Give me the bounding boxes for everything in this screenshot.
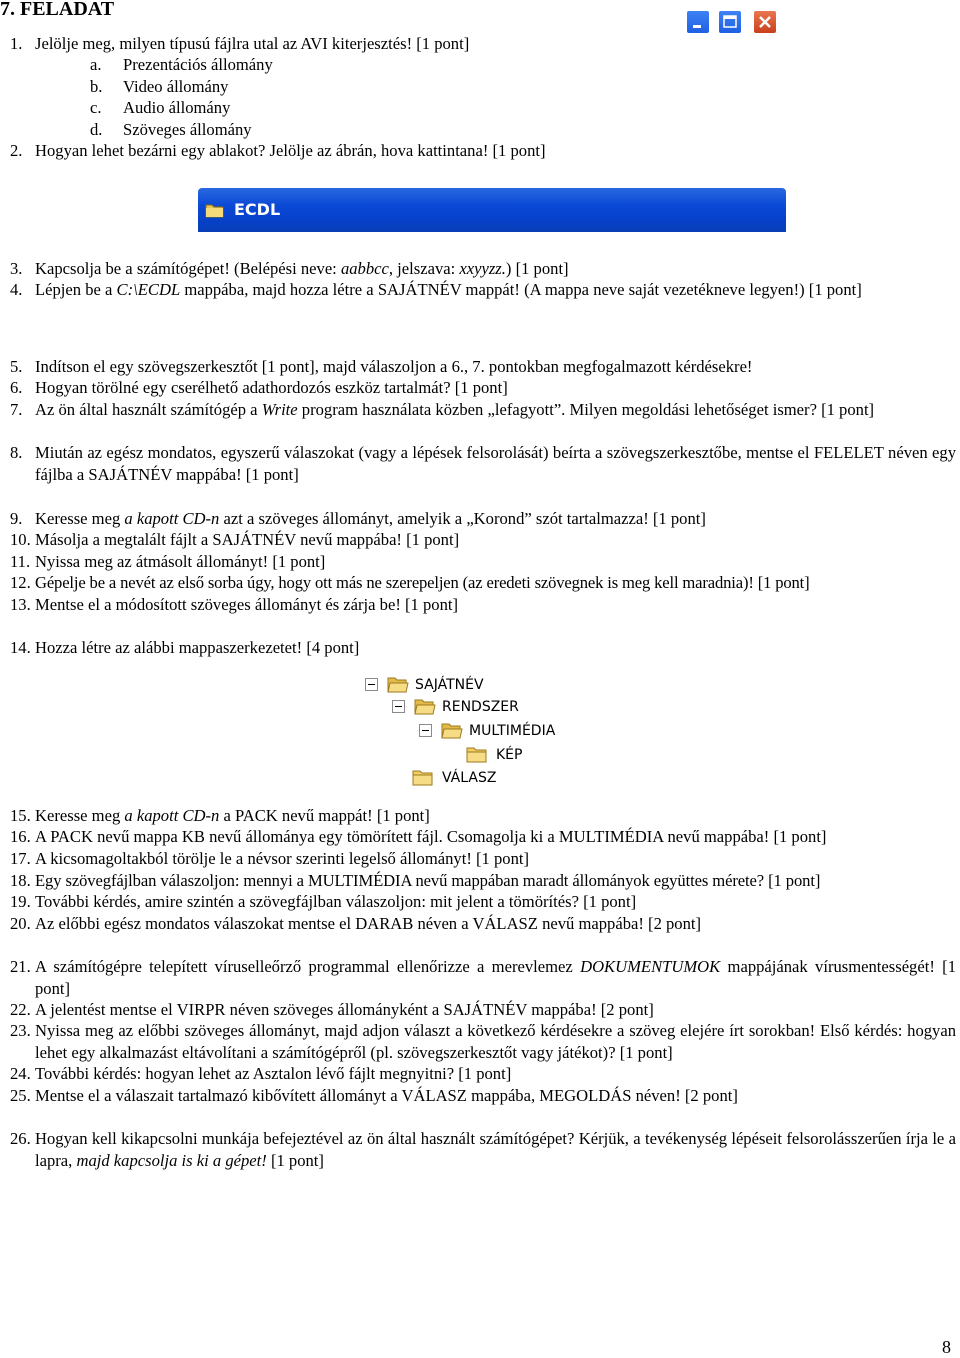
question-text: Nyissa meg az előbbi szöveges állományt, majd adjon választ a következő kérdésekre a szöveg elejére írt sorokban! Első kérdés: hogyan lehet egy alkalmazást eltávolítani a számítógépről (pl. szövegszerkesztőt vagy játékot)? [1 pont]	[35, 1021, 956, 1062]
page-heading: 7. FELADAT	[0, 0, 115, 20]
question-22	[10, 999, 956, 1021]
program-name: Write	[261, 400, 298, 419]
text-part: Lépjen be a	[35, 280, 117, 299]
option-text: Szöveges állomány	[123, 120, 252, 139]
question-text: A jelentést mentse el VIRPR néven szöveges állományként a SAJÁTNÉV mappába! [2 pont]	[35, 1000, 654, 1019]
folder-name: DOKUMENTUMOK	[580, 957, 721, 976]
question-16	[10, 826, 956, 848]
question-text: Másolja a megtalált fájlt a SAJÁTNÉV nevű mappába! [1 pont]	[35, 530, 460, 549]
folder-label: KÉP	[496, 747, 523, 763]
folder-label: RENDSZER	[442, 699, 519, 715]
question-13	[10, 594, 956, 616]
text-part: azt a szöveges állományt, amelyik a „Korond” szót tartalmazza! [1 pont]	[219, 509, 706, 528]
window-title: ECDL	[234, 200, 281, 219]
text-part: [1 pont]	[266, 1150, 324, 1170]
option-text: Prezentációs állomány	[123, 55, 273, 74]
option-b	[90, 76, 228, 98]
minimize-icon	[687, 11, 709, 33]
question-number: 3.	[10, 259, 23, 278]
question-number: 1.	[10, 34, 23, 53]
question-text: A PACK nevű mappa KB nevű állománya egy tömörített fájl. Csomagolja ki a MULTIMÉDIA nevű mappába! [1 pont]	[35, 827, 827, 846]
text-part: Hogyan kell kikapcsolni munkája befejeztével az ön által használt számítógépet? Kérjük, a tevékenység lépéseit felsorolásszerűen írja le a lapra,	[35, 1129, 956, 1170]
question-number: 22.	[10, 1000, 31, 1019]
question-24	[10, 1063, 956, 1085]
text-part: mappába, majd hozza létre a SAJÁTNÉV mappát! (A mappa neve saját vezetékneve legyen!) [1 pont]	[180, 280, 862, 299]
question-number: 25.	[10, 1086, 31, 1105]
question-number: 11.	[10, 552, 31, 571]
question-number: 14.	[10, 638, 31, 657]
question-number: 9.	[10, 509, 23, 528]
question-text: Jelölje meg, milyen típusú fájlra utal az AVI kiterjesztés! [1 pont]	[35, 34, 470, 53]
question-number: 21.	[10, 957, 31, 976]
question-number: 18.	[10, 871, 31, 890]
question-text	[35, 258, 956, 280]
text-part: ) [1 pont]	[505, 259, 569, 278]
folder-label: MULTIMÉDIA	[469, 723, 556, 739]
text-part: program használata közben „lefagyott”. Milyen megoldási lehetőséget ismer? [1 pont]	[297, 400, 875, 419]
question-23	[10, 1020, 956, 1063]
cd-reference: a kapott CD-n	[124, 806, 220, 825]
question-1	[10, 33, 956, 55]
text-part: Keresse meg	[35, 806, 125, 825]
question-5	[10, 356, 956, 378]
question-text: Mentse el a válaszait tartalmazó kibővített állományt a VÁLASZ mappába, MEGOLDÁS néven! [2 pont]	[35, 1086, 738, 1105]
question-number: 17.	[10, 849, 31, 868]
question-text: A kicsomagoltakból törölje le a névsor szerinti legelső állományt! [1 pont]	[35, 849, 530, 868]
question-text: További kérdés: hogyan lehet az Asztalon lévő fájlt megnyitni? [1 pont]	[35, 1064, 512, 1083]
question-26	[10, 1128, 956, 1171]
question-14	[10, 637, 956, 659]
question-text: Az előbbi egész mondatos válaszokat mentse el DARAB néven a VÁLASZ nevű mappába! [2 pont]	[35, 914, 702, 933]
question-number: 6.	[10, 378, 23, 397]
question-number: 4.	[10, 280, 23, 299]
question-number: 5.	[10, 357, 23, 376]
question-number: 8.	[10, 443, 23, 462]
close-icon	[754, 11, 776, 33]
question-7	[10, 399, 956, 421]
question-number: 26.	[10, 1129, 31, 1148]
question-number: 13.	[10, 595, 31, 614]
question-number: 20.	[10, 914, 31, 933]
question-11	[10, 551, 956, 573]
question-text	[35, 1128, 956, 1171]
window-title-bar	[198, 188, 786, 232]
question-9	[10, 508, 956, 530]
cd-reference: a kapott CD-n	[124, 509, 220, 528]
question-number: 19.	[10, 892, 31, 911]
question-3	[10, 258, 956, 280]
question-20	[10, 913, 956, 935]
option-letter: b.	[90, 77, 103, 96]
open-folder-icon	[387, 674, 409, 694]
text-part: Keresse meg	[35, 509, 125, 528]
option-letter: a.	[90, 55, 102, 74]
maximize-button[interactable]	[718, 10, 742, 34]
question-4	[10, 279, 956, 301]
text-part: , jelszava:	[388, 259, 460, 278]
folder-path: C:\ECDL	[116, 280, 181, 299]
question-25	[10, 1085, 956, 1107]
folder-icon	[412, 767, 434, 787]
question-number: 24.	[10, 1064, 31, 1083]
maximize-icon	[719, 11, 741, 33]
question-text	[35, 805, 956, 827]
collapse-icon[interactable]	[392, 700, 405, 713]
close-button[interactable]	[753, 10, 777, 34]
question-text: Nyissa meg az átmásolt állományt! [1 pont]	[35, 552, 326, 571]
question-17	[10, 848, 956, 870]
option-text: Audio állomány	[123, 98, 231, 117]
question-text: Gépelje be a nevét az első sorba úgy, hogy ott más ne szerepeljen (az eredeti szövegnek is meg kell maradnia)! [1 pont]	[35, 573, 810, 592]
folder-icon	[466, 744, 488, 764]
question-8	[10, 442, 956, 485]
question-number: 7.	[10, 400, 23, 419]
folder-label: SAJÁTNÉV	[415, 677, 484, 693]
question-text: Miután az egész mondatos, egyszerű válaszokat (vagy a lépések felsorolását) beírta a szövegszerkesztőbe, mentse el FELELET néven egy fájlba a SAJÁTNÉV mappába! [1 pont]	[35, 443, 956, 484]
question-text: Mentse el a módosított szöveges állományt és zárja be! [1 pont]	[35, 595, 459, 614]
question-number: 23.	[10, 1021, 31, 1040]
option-c	[90, 97, 230, 119]
text-part: Az ön által használt számítógép a	[35, 400, 262, 419]
question-number: 2.	[10, 141, 23, 160]
open-folder-icon	[441, 720, 463, 740]
question-text: Indítson el egy szövegszerkesztőt [1 pont], majd válaszoljon a 6., 7. pontokban megfogalmazott kérdésekre!	[35, 357, 753, 376]
question-text: Egy szövegfájlban válaszoljon: mennyi a MULTIMÉDIA nevű mappában maradt állományok együttes mérete? [1 pont]	[35, 871, 821, 890]
question-10	[10, 529, 956, 551]
text-part: Kapcsolja be a számítógépet! (Belépési neve:	[35, 259, 341, 278]
question-text	[35, 956, 956, 999]
folder-label: VÁLASZ	[442, 770, 497, 786]
question-text	[35, 399, 956, 421]
question-text: Hozza létre az alábbi mappaszerkezetet! [4 pont]	[35, 638, 360, 657]
collapse-icon[interactable]	[365, 678, 378, 691]
option-d	[90, 119, 252, 141]
text-part: mappájának vírusmentességét! [1 pont]	[35, 957, 956, 998]
question-12	[10, 572, 956, 594]
question-text: Hogyan törölné egy cserélhető adathordozós eszköz tartalmát? [1 pont]	[35, 378, 508, 397]
question-18	[10, 870, 956, 892]
question-15	[10, 805, 956, 827]
question-21	[10, 956, 956, 999]
page-number: 8	[942, 1337, 951, 1357]
question-text: Hogyan lehet bezárni egy ablakot? Jelölje az ábrán, hova kattintana! [1 pont]	[35, 141, 546, 160]
emphasis-text: majd kapcsolja is ki a gépet!	[76, 1150, 267, 1170]
username: aabbcc	[340, 259, 389, 278]
option-letter: d.	[90, 120, 103, 139]
question-text: További kérdés, amire szintén a szövegfájlban válaszoljon: mit jelent a tömörítés? [1 pont]	[35, 892, 637, 911]
question-text	[35, 508, 956, 530]
question-6	[10, 377, 956, 399]
option-letter: c.	[90, 98, 102, 117]
collapse-icon[interactable]	[419, 724, 432, 737]
question-number: 10.	[10, 530, 31, 549]
folder-icon	[205, 202, 225, 218]
option-a	[90, 54, 273, 76]
text-part: a PACK nevű mappát! [1 pont]	[219, 806, 430, 825]
question-number: 12.	[10, 573, 31, 592]
question-19	[10, 891, 956, 913]
minimize-button[interactable]	[686, 10, 710, 34]
open-folder-icon	[414, 696, 436, 716]
option-text: Video állomány	[123, 77, 229, 96]
question-number: 15.	[10, 806, 31, 825]
text-part: A számítógépre telepített víruselleőrző programmal ellenőrizze a merevlemez	[35, 957, 581, 976]
question-number: 16.	[10, 827, 31, 846]
question-2	[10, 140, 956, 162]
password: xxyyzz.	[459, 259, 506, 278]
question-text	[35, 279, 956, 301]
